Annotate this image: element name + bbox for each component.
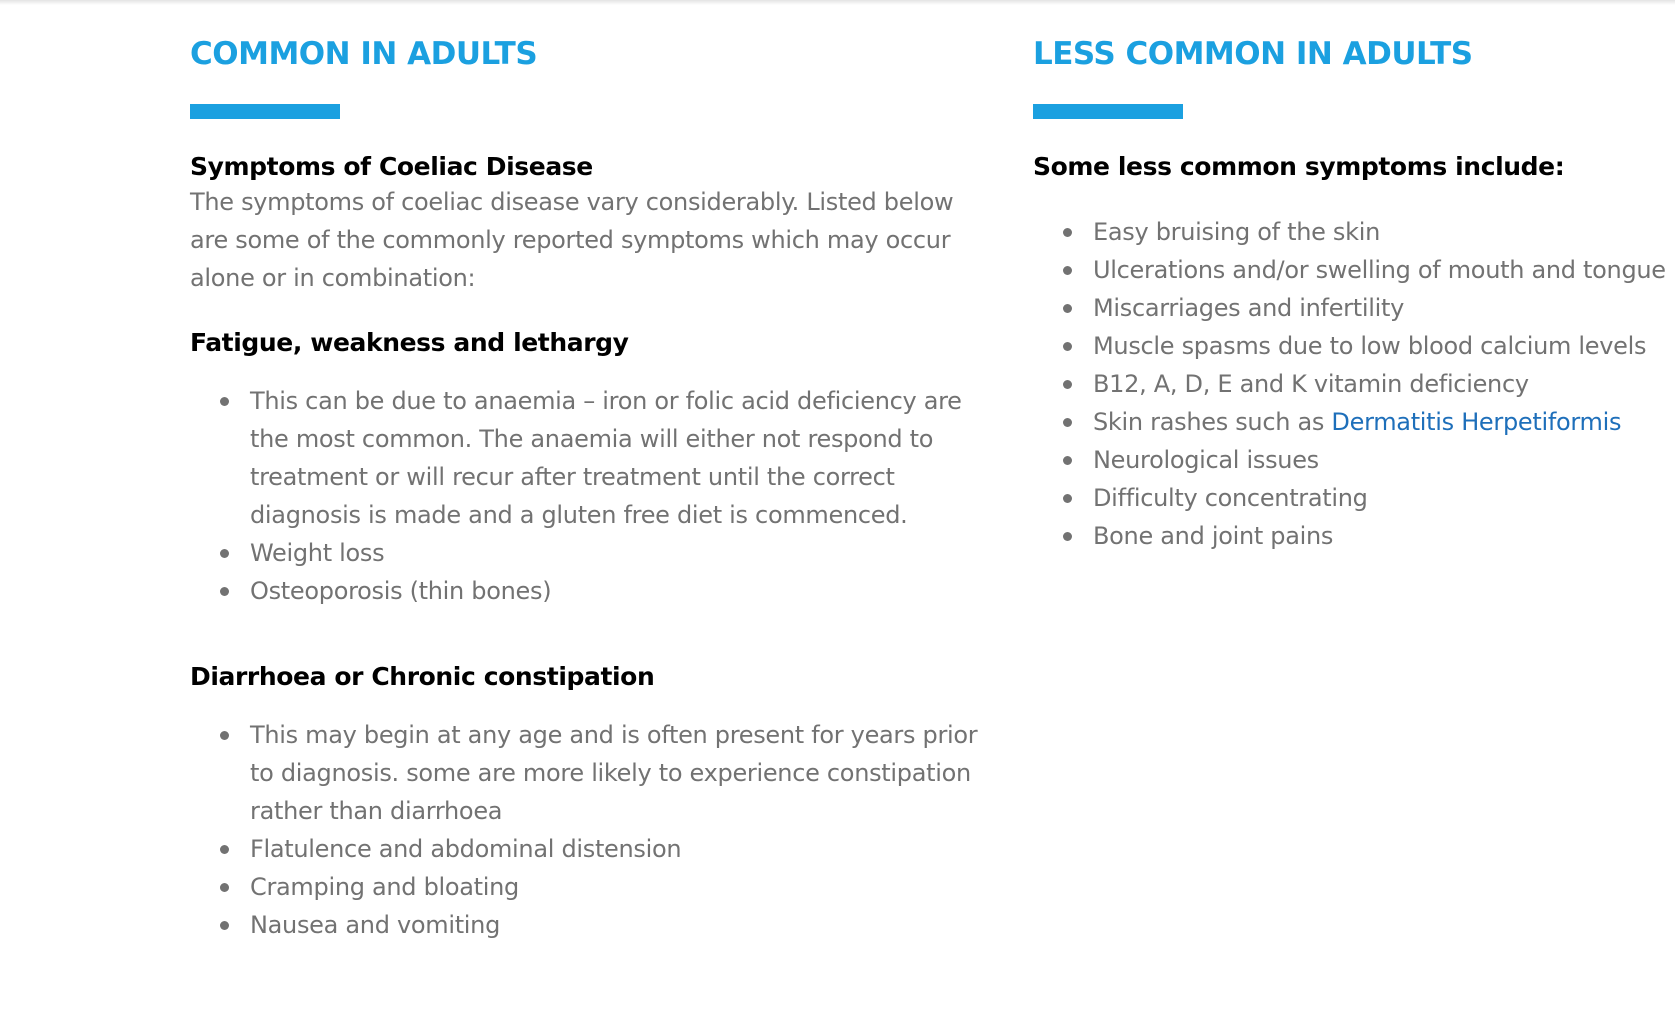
bullet-icon (1063, 304, 1072, 313)
list-item-skin-rash: Skin rashes such as Dermatitis Herpetiformis (1033, 403, 1663, 441)
bullet-icon (220, 549, 229, 558)
section-title-common: COMMON IN ADULTS (190, 36, 538, 72)
less-common-list (1033, 213, 1666, 555)
list-item: Osteoporosis (thin bones) (190, 572, 980, 610)
bullet-icon (1063, 266, 1072, 275)
intro-paragraph: The symptoms of coeliac disease vary considerably. Listed below are some of the commonly reported symptoms which may occur alone or in combination: (190, 188, 954, 292)
bullet-icon (1063, 342, 1072, 351)
list-item: Easy bruising of the skin (1033, 213, 1663, 251)
section-title-less-common: LESS COMMON IN ADULTS (1033, 36, 1473, 72)
list-item: Nausea and vomiting (190, 906, 980, 944)
intro-heading: Symptoms of Coeliac Disease (190, 152, 593, 181)
digestive-list (190, 716, 980, 944)
list-item: Cramping and bloating (190, 868, 980, 906)
list-item: Difficulty concentrating (1033, 479, 1663, 517)
list-item: Bone and joint pains (1033, 517, 1663, 555)
fatigue-list (190, 382, 980, 610)
title-accent-bar (190, 104, 340, 119)
list-item: This can be due to anaemia – iron or folic acid deficiency are the most common. The anaemia will either not respond to treatment or will recur after treatment until the correct diagnosis is made and a gluten free diet is commenced. (190, 382, 980, 534)
bullet-icon (1063, 380, 1072, 389)
list-item: Weight loss (190, 534, 980, 572)
title-accent-bar (1033, 104, 1183, 119)
bullet-icon (220, 845, 229, 854)
digestive-heading: Diarrhoea or Chronic constipation (190, 662, 655, 691)
bullet-icon (220, 397, 229, 406)
bullet-icon (1063, 418, 1072, 427)
bullet-icon (220, 921, 229, 930)
bullet-icon (1063, 456, 1072, 465)
page-top-shadow (0, 0, 1675, 5)
dermatitis-herpetiformis-link[interactable]: Dermatitis Herpetiformis (1331, 408, 1622, 436)
list-item: Miscarriages and infertility (1033, 289, 1663, 327)
bullet-icon (1063, 228, 1072, 237)
fatigue-heading: Fatigue, weakness and lethargy (190, 328, 629, 357)
less-common-heading: Some less common symptoms include: (1033, 152, 1565, 181)
bullet-icon (1063, 532, 1072, 541)
list-item: This may begin at any age and is often present for years prior to diagnosis. some are more likely to experience constipation rather than diarrhoea (190, 716, 980, 830)
bullet-icon (1063, 494, 1072, 503)
list-item: Neurological issues (1033, 441, 1663, 479)
list-item: B12, A, D, E and K vitamin deficiency (1033, 365, 1663, 403)
list-item: Muscle spasms due to low blood calcium levels (1033, 327, 1663, 365)
bullet-icon (220, 883, 229, 892)
bullet-icon (220, 587, 229, 596)
list-item: Ulcerations and/or swelling of mouth and tongue (1033, 251, 1663, 289)
list-item: Flatulence and abdominal distension (190, 830, 980, 868)
bullet-icon (220, 731, 229, 740)
